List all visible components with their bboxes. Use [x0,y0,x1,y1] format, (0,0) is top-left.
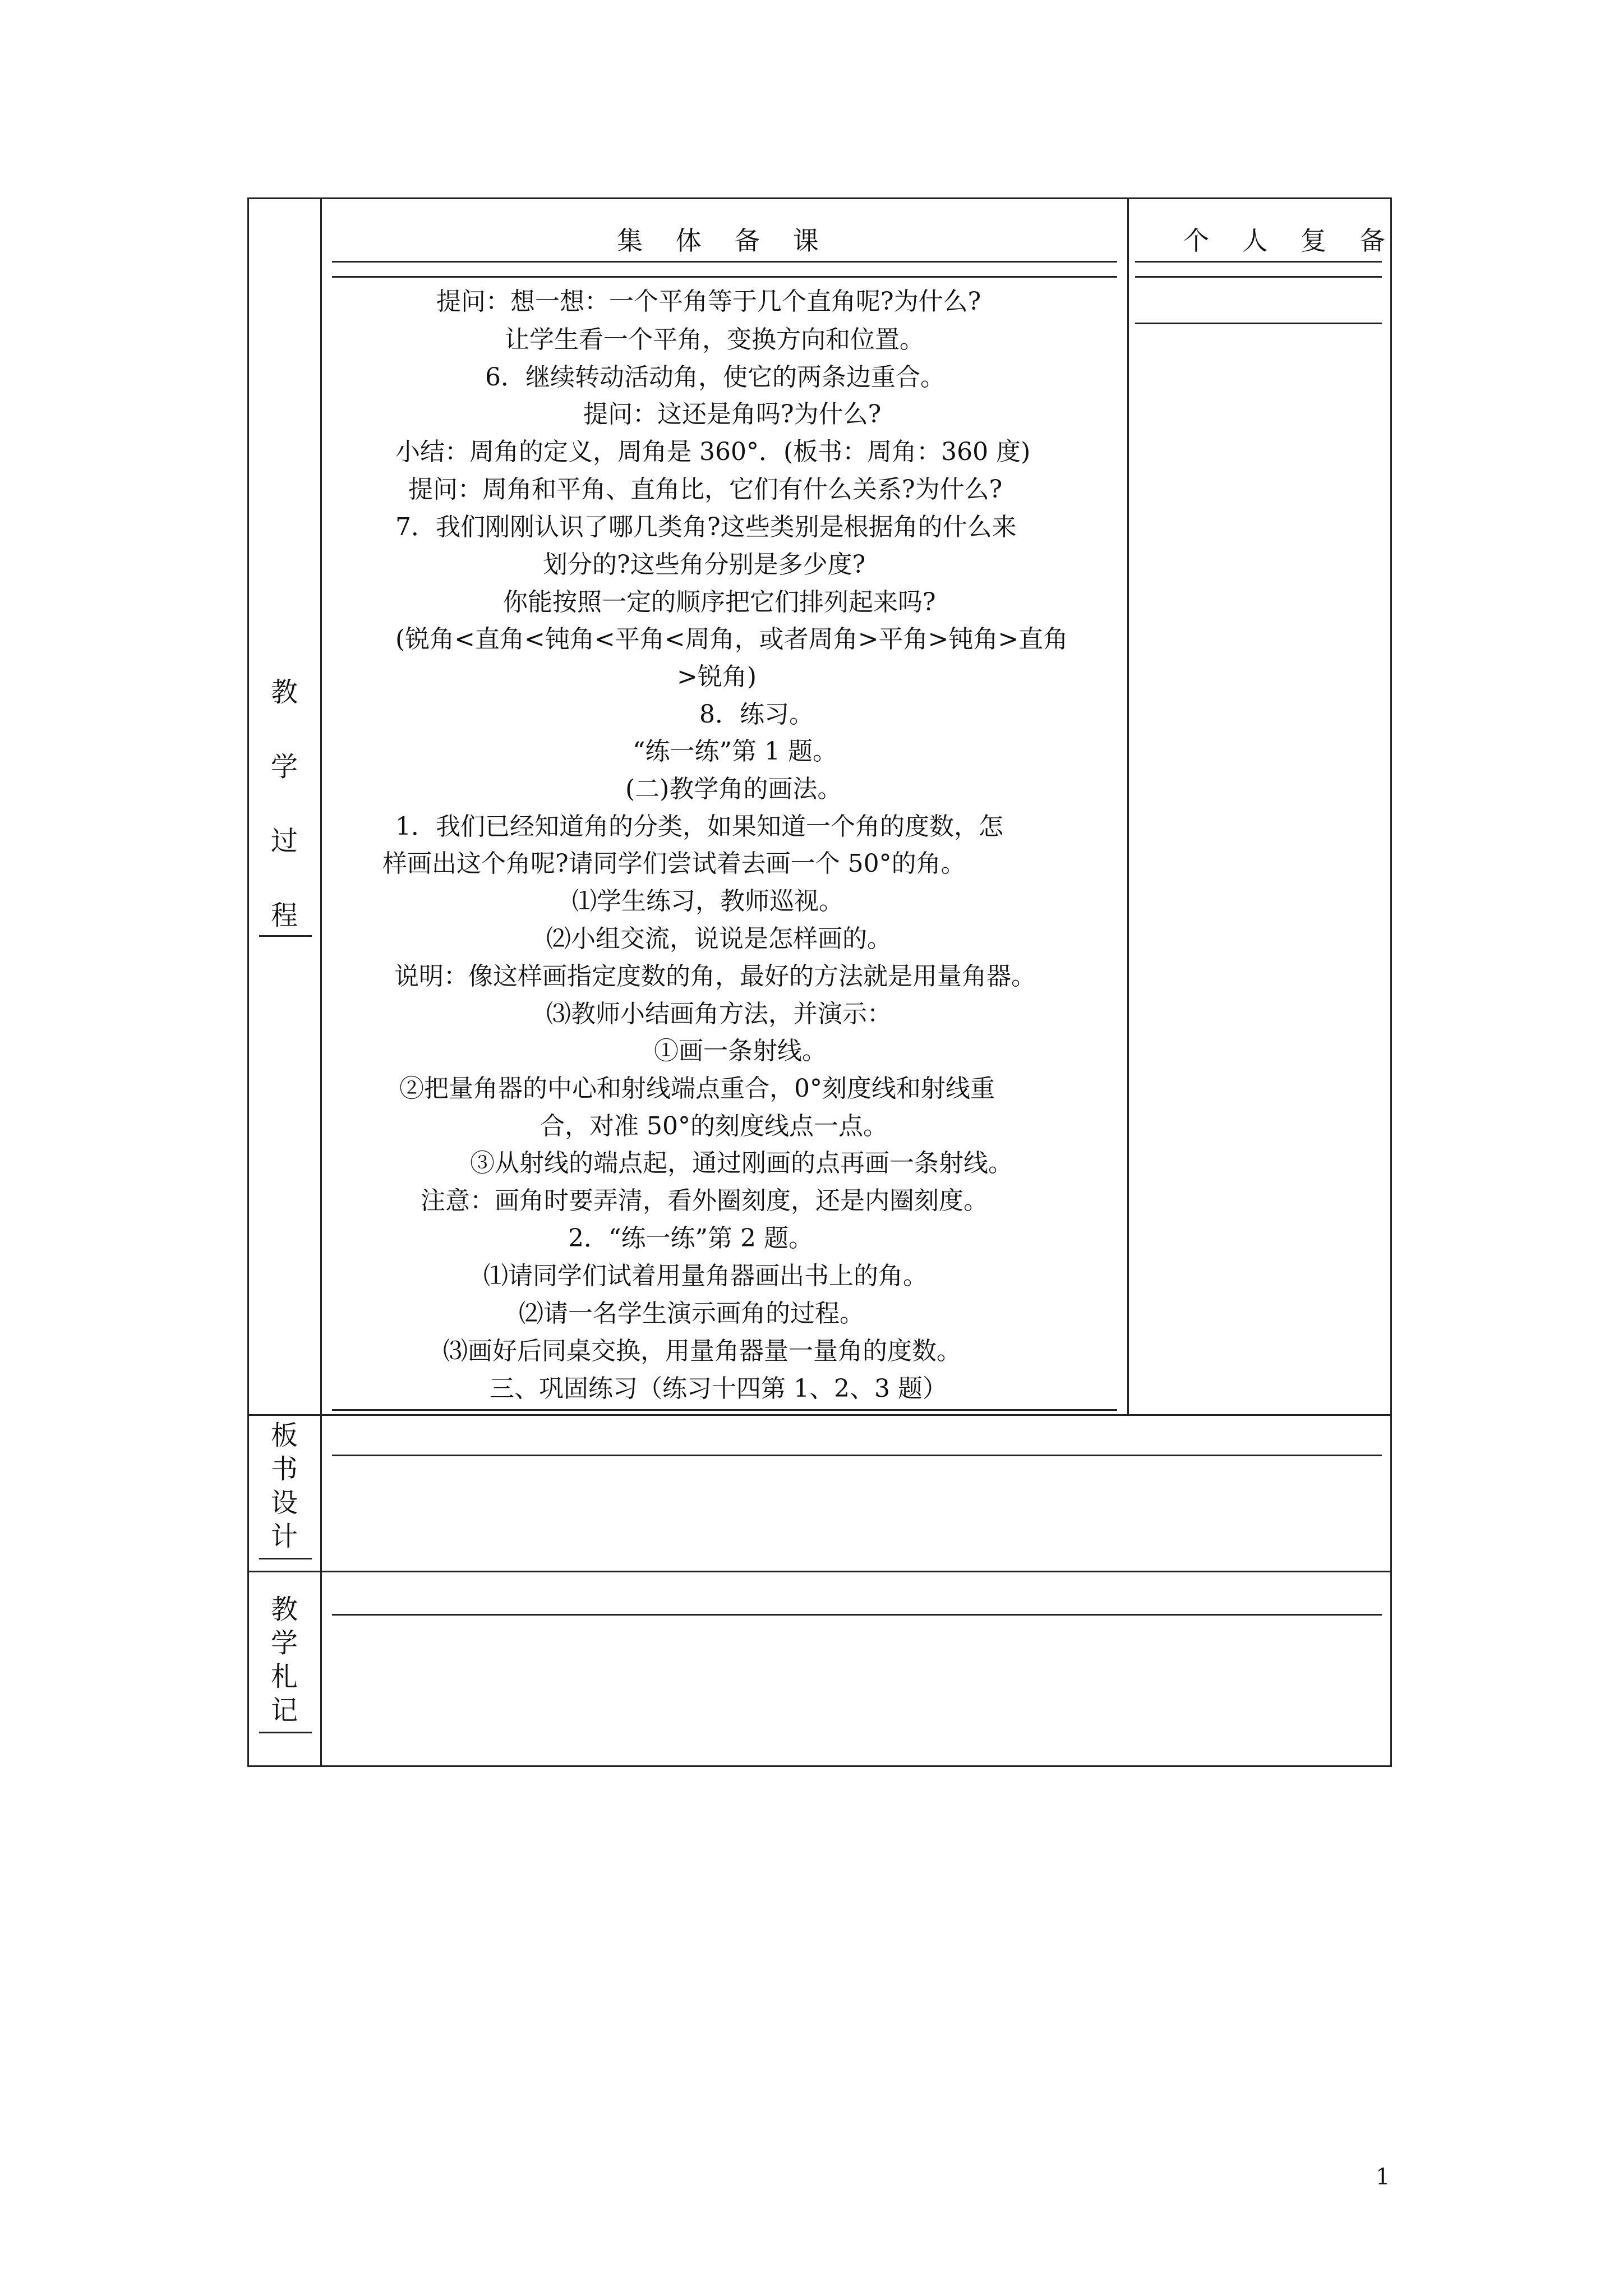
board-row-divider [247,1571,1392,1572]
lesson-line: ⑶画好后同桌交换，用量角器量一量角的度数。 [443,1337,961,1365]
lesson-line: 提问：这还是角吗?为什么? [583,400,882,429]
lesson-line: ⑴学生练习，教师巡视。 [572,887,843,915]
lesson-line: ⑶教师小结画角方法，并演示： [546,1000,892,1028]
board-design-writing-line [332,1455,1382,1456]
lesson-line: (二)教学角的画法。 [625,775,842,803]
page-number: 1 [1376,2164,1390,2190]
lesson-line: ③从射线的端点起，通过刚画的点再画一条射线。 [470,1149,1013,1177]
teaching-notes-label-char: 学 [270,1627,298,1659]
lesson-line: 三、巩固练习（练习十四第 1、2、3 题） [490,1374,947,1403]
lesson-line: >锐角) [677,662,757,691]
label-column-divider [320,197,322,1767]
lesson-line: 说明：像这样画指定度数的角，最好的方法就是用量角器。 [394,962,1036,991]
lesson-line: 让学生看一个平角，变换方向和位置。 [505,325,924,354]
lesson-bottom-underline [332,1409,1117,1411]
teaching-notes-writing-line [332,1614,1382,1616]
lesson-line: 小结：周角的定义，周角是 360°．(板书：周角：360 度) [395,438,1031,466]
teaching-process-label-char: 教 [270,677,298,708]
lesson-line: 8．练习。 [699,700,814,729]
board-design-label-underline [259,1558,312,1559]
board-design-label-char: 计 [270,1521,298,1552]
personal-header-underline [1135,261,1382,263]
lesson-line: 注意：画角时要弄清，看外圈刻度，还是内圈刻度。 [421,1186,988,1215]
lesson-line: ⑵小组交流，说说是怎样画的。 [546,924,892,953]
lesson-line: 样画出这个角呢?请同学们尝试着去画一个 50°的角。 [382,849,966,878]
teaching-notes-label-char: 教 [270,1594,298,1625]
collective-header-underline [332,261,1117,263]
teaching-notes-label-char: 记 [270,1695,298,1726]
personal-review-title: 个 人 复 备 [1183,226,1398,256]
lesson-line: ⑴请同学们试着用量角器画出书上的角。 [483,1262,928,1290]
lesson-line: 你能按照一定的顺序把它们排列起来吗? [503,588,936,616]
board-design-label-char: 板 [270,1420,298,1451]
lesson-line: “练一练”第 1 题。 [633,737,837,766]
teaching-process-label-underline [259,935,312,937]
lesson-line: 2．“练一练”第 2 题。 [568,1224,813,1253]
lesson-line: 划分的?这些角分别是多少度? [543,550,866,579]
teaching-notes-label-char: 札 [270,1661,298,1692]
teaching-process-label-char: 学 [270,751,298,783]
teaching-notes-label-underline [259,1732,312,1733]
table-left-border [247,197,249,1767]
personal-column-divider [1127,197,1129,1416]
lesson-line: 提问：想一想：一个平角等于几个直角呢?为什么? [436,287,981,316]
board-design-label-char: 设 [270,1487,298,1519]
teaching-process-label-char: 过 [270,825,298,857]
table-bottom-border [247,1765,1392,1767]
lesson-line: ⑵请一名学生演示画角的过程。 [519,1299,864,1328]
board-design-label-char: 书 [270,1453,298,1485]
collective-header-underline-2 [332,276,1117,278]
lesson-line: ①画一条射线。 [654,1037,827,1065]
lesson-line: 6．继续转动活动角，使它的两条边重合。 [485,363,945,392]
process-row-divider [247,1414,1392,1416]
lesson-line: (锐角<直角<钝角<平角<周角，或者周角>平角>钝角>直角 [395,625,1068,654]
table-top-border [247,197,1392,199]
collective-lesson-title: 集 体 备 课 [617,226,831,256]
lesson-line: 提问：周角和平角、直角比，它们有什么关系?为什么? [408,475,1003,504]
lesson-line: ②把量角器的中心和射线端点重合，0°刻度线和射线重 [399,1074,995,1103]
table-right-border [1390,197,1392,1767]
lesson-line: 合，对准 50°的刻度线点一点。 [540,1112,888,1140]
personal-header-underline-2 [1135,276,1382,278]
lesson-line: 7．我们刚刚认识了哪几类角?这些类别是根据角的什么来 [395,513,1017,541]
lesson-line: 1．我们已经知道角的分类，如果知道一个角的度数，怎 [395,812,1003,841]
teaching-process-label-char: 程 [270,900,298,931]
personal-notes-line [1135,323,1382,324]
